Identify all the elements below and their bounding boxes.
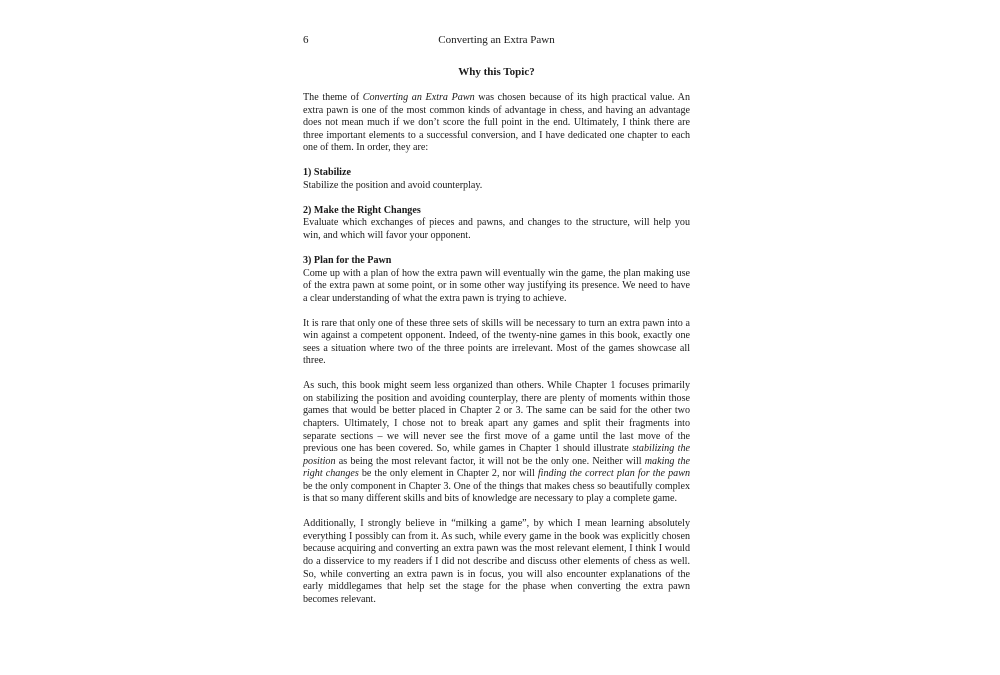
point-1 — [303, 167, 690, 192]
point-2 — [303, 205, 690, 243]
intro-paragraph — [303, 92, 690, 155]
point-heading: 1) Stabilize — [303, 167, 351, 179]
point-heading: 3) Plan for the Pawn — [303, 254, 392, 266]
text-run: be the only component in Chapter 3. One of the things that makes chess so beautifully complex is that so many different skills and bits of knowledge are necessary to play a complete game. — [303, 480, 690, 505]
book-page — [303, 28, 690, 606]
page-number: 6 — [303, 34, 309, 46]
paragraph-as-such — [303, 380, 690, 505]
point-heading: 2) Make the Right Changes — [303, 204, 421, 216]
text-run: As such, this book might seem less organized than others. While Chapter 1 focuses primarily on stabilizing the position and avoiding counterplay, there are plenty of moments within those games that would be better placed in Chapter 2 or 3. The same can be said for the other two chapters. Ultimately, I chose not to break apart any games and split their fragments into separate sections – we will never see the first move of a game until the last move of the previous one has been covered. So, while games in Chapter 1 should illustrate — [303, 380, 690, 455]
point-text: Come up with a plan of how the extra pawn will eventually win the game, the plan making use of the extra pawn at some point, or in some other way justifying its presence. We need to have a clear understanding of what the extra pawn is trying to achieve. — [303, 267, 690, 304]
italic-run: finding the correct plan for the pawn — [537, 468, 690, 480]
intro-text-2: was chosen because of its high practical value. An extra pawn is one of the most common kinds of advantage in chess, and having an advantage does not mean much if we don’t score the full point in the end. Ultimately, I think there are three important elements to a successful conversion, and I have dedicated one chapter to each one of them. In order, they are: — [303, 92, 691, 154]
text-run: be the only element in Chapter 2, nor will — [358, 468, 538, 480]
text-run: as being the most relevant factor, it will not be the only one. Neither will — [335, 455, 645, 467]
section-title: Why this Topic? — [458, 66, 535, 78]
point-text: Evaluate which exchanges of pieces and pawns, and changes to the structure, will help you win, and which will favor your opponent. — [303, 217, 690, 241]
paragraph-rare: It is rare that only one of these three sets of skills will be necessary to turn an extra pawn into a win against a competent opponent. Indeed, of the twenty-nine games in this book, exactly one sees a situation where two of the three points are irrelevant. Most of the games showcase all three. — [303, 317, 690, 367]
italic-run: making the right changes — [303, 455, 690, 480]
paragraph-additionally: Additionally, I strongly believe in “milking a game”, by which I mean learning absolutely everything I possibly can from it. As such, while every game in the book was explicitly chosen because acquiring and converting an extra pawn was the most relevant element, I think I would do a disservice to my readers if I did not describe and discuss other elements of chess as well. So, while converting an extra pawn is in focus, you will also encounter explanations of the early middlegames that help set the stage for the phase when converting the extra pawn becomes relevant. — [303, 518, 690, 605]
running-title: Converting an Extra Pawn — [438, 34, 555, 46]
running-head — [303, 28, 690, 46]
point-3 — [303, 255, 690, 305]
point-text: Stabilize the position and avoid counterplay. — [303, 179, 483, 191]
intro-text-1: The theme of — [303, 92, 363, 103]
italic-run: stabilizing the position — [303, 443, 690, 467]
intro-book-title: Converting an Extra Pawn — [362, 92, 475, 103]
